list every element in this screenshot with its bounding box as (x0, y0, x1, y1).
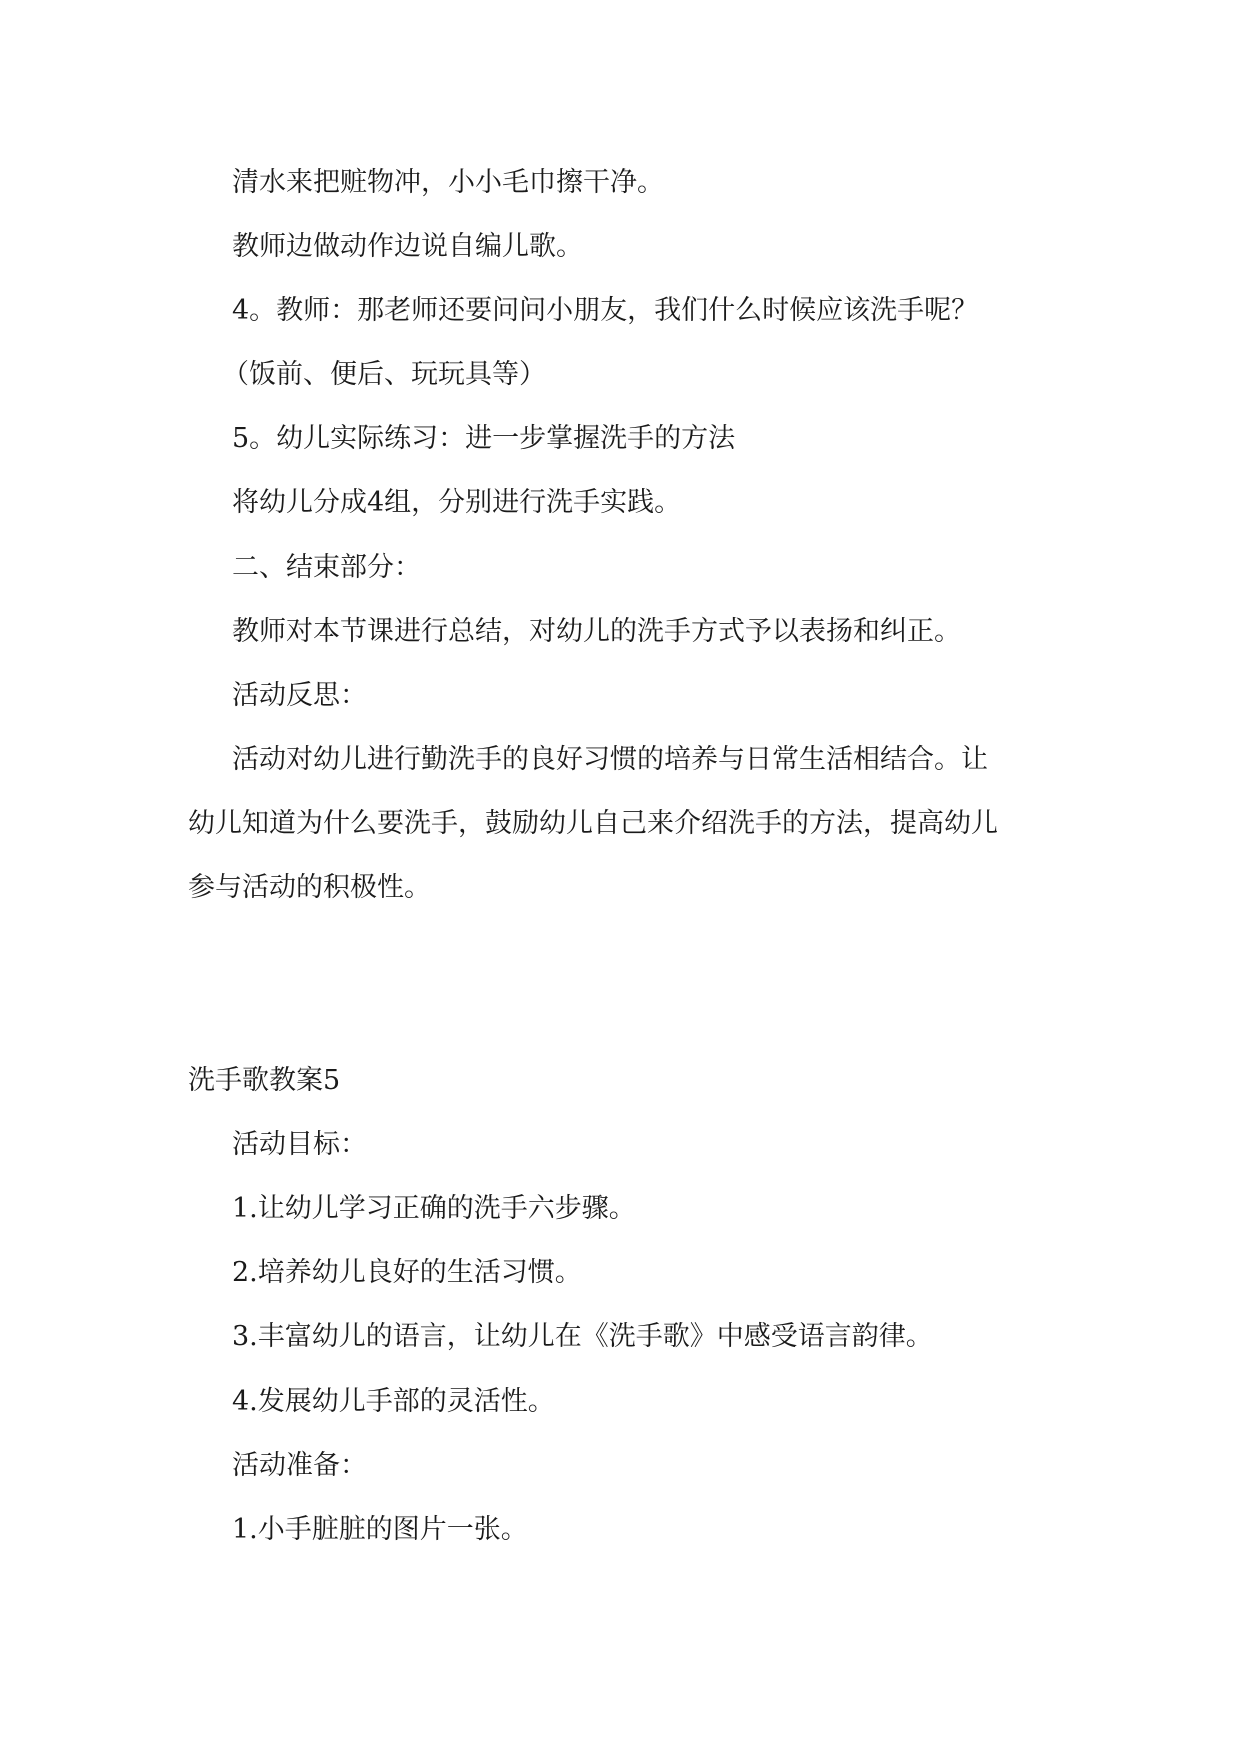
reflection-line: 参与活动的积极性。 (188, 872, 431, 903)
list-item: 3.丰富幼儿的语言，让幼儿在《洗手歌》中感受语言韵律。 (232, 1321, 933, 1352)
paragraph-line: 教师对本节课进行总结，对幼儿的洗手方式予以表扬和纠正。 (232, 616, 961, 647)
paragraph-line: 教师边做动作边说自编儿歌。 (232, 231, 583, 262)
list-item: 1.让幼儿学习正确的洗手六步骤。 (232, 1193, 636, 1224)
paragraph-line: 将幼儿分成4组，分别进行洗手实践。 (232, 487, 682, 518)
reflection-line: 幼儿知道为什么要洗手，鼓励幼儿自己来介绍洗手的方法，提高幼儿 (188, 808, 998, 839)
paragraph-line: 4。教师：那老师还要问问小朋友，我们什么时候应该洗手呢？ (232, 295, 979, 326)
section-heading: 活动准备： (232, 1450, 367, 1481)
document-title: 洗手歌教案5 (188, 1065, 341, 1096)
list-item: 4.发展幼儿手部的灵活性。 (232, 1386, 555, 1417)
section-heading: 二、结束部分： (232, 552, 421, 583)
paragraph-line: 5。幼儿实际练习：进一步掌握洗手的方法 (232, 423, 736, 454)
section-heading: 活动目标： (232, 1129, 367, 1160)
section-heading: 活动反思： (232, 680, 367, 711)
list-item: 2.培养幼儿良好的生活习惯。 (232, 1257, 582, 1288)
reflection-line: 活动对幼儿进行勤洗手的良好习惯的培养与日常生活相结合。让 (232, 744, 988, 775)
paragraph-line: （饭前、便后、玩玩具等） (222, 359, 546, 390)
list-item: 1.小手脏脏的图片一张。 (232, 1514, 528, 1545)
paragraph-line: 清水来把赃物冲，小小毛巾擦干净。 (232, 167, 664, 198)
